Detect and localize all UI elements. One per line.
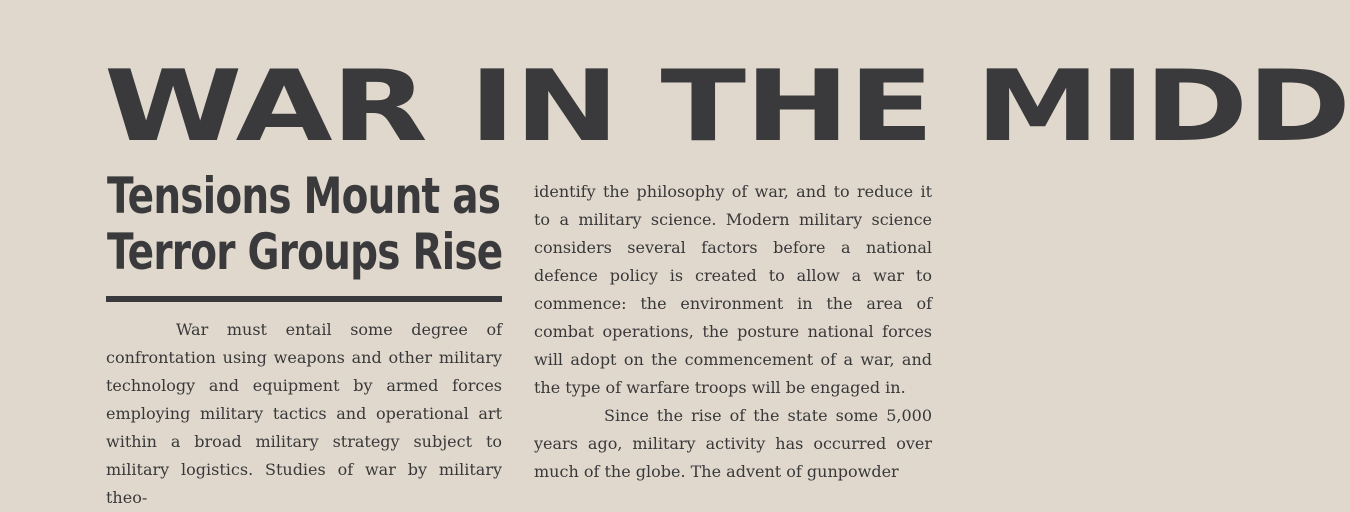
subheadline-line-2: Terror Groups Rise	[107, 223, 503, 281]
body-paragraph: War must entail some degree of confrontation using weapons and other military technology and equipment by armed forces employing military tactics and operational art within a broad military strategy subject to military logistics. Studies of war by military theo-	[106, 320, 502, 507]
headline: WAR IN THE MIDD	[104, 50, 1350, 164]
right-column	[534, 178, 932, 486]
body-paragraph: identify the philosophy of war, and to reduce it to a military science. Modern military science considers several factors before a national defence policy is created to allow a war to commence: the environment in the area of combat operations, the posture national forces will adopt on the commencement of a war, and the type of warfare troops will be engaged in.	[534, 182, 932, 397]
section-divider	[106, 296, 502, 302]
left-column	[106, 316, 502, 512]
subheadline	[107, 168, 502, 280]
subheadline-line-1: Tensions Mount as	[107, 167, 501, 225]
body-paragraph: Since the rise of the state some 5,000 years ago, military activity has occurred over much of the globe. The advent of gunpowder	[534, 406, 932, 481]
